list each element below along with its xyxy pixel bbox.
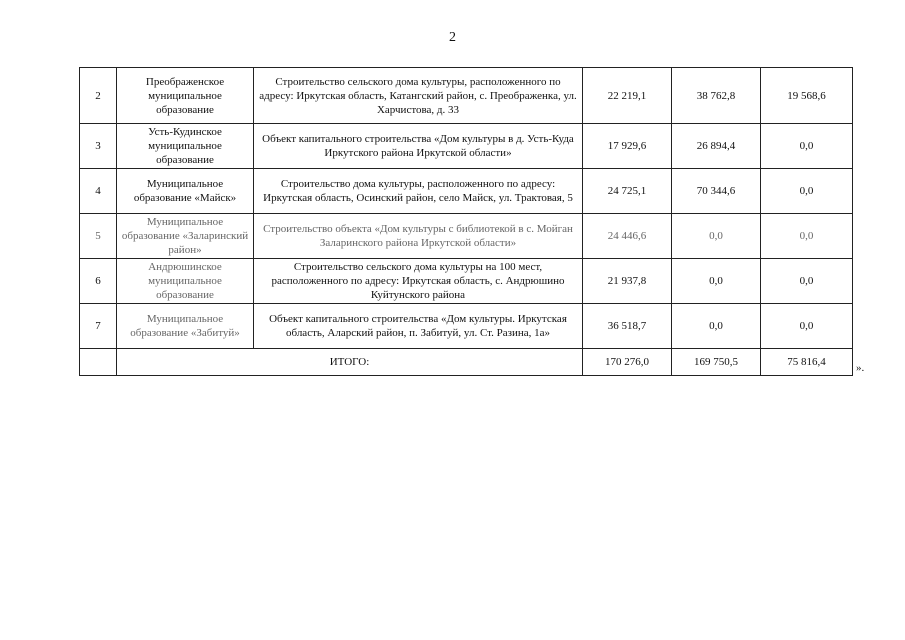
total-value-2: 169 750,5 — [672, 349, 761, 376]
object-cell: Строительство сельского дома культуры на 100 мест, расположенного по адресу: Иркутская область, с. Андрюшино Куйтунского района — [254, 259, 583, 304]
closing-quote-mark: ». — [856, 362, 865, 374]
table-row — [80, 214, 853, 259]
value-cell-1: 21 937,8 — [583, 259, 672, 304]
table-row — [80, 68, 853, 124]
value-cell-3: 0,0 — [761, 304, 853, 349]
value-cell-3: 0,0 — [761, 214, 853, 259]
page-number: 2 — [449, 30, 456, 45]
value-cell-3: 0,0 — [761, 124, 853, 169]
value-cell-3: 0,0 — [761, 259, 853, 304]
value-cell-2: 0,0 — [672, 214, 761, 259]
value-cell-3: 0,0 — [761, 169, 853, 214]
table-row — [80, 304, 853, 349]
municipality-cell: Андрюшинское муниципальное образование — [117, 259, 254, 304]
value-cell-2: 70 344,6 — [672, 169, 761, 214]
total-value-1: 170 276,0 — [583, 349, 672, 376]
value-cell-2: 38 762,8 — [672, 68, 761, 124]
table-row — [80, 259, 853, 304]
row-number: 2 — [80, 68, 117, 124]
total-empty-cell — [80, 349, 117, 376]
value-cell-1: 36 518,7 — [583, 304, 672, 349]
row-number: 4 — [80, 169, 117, 214]
value-cell-1: 24 725,1 — [583, 169, 672, 214]
row-number: 3 — [80, 124, 117, 169]
value-cell-2: 26 894,4 — [672, 124, 761, 169]
value-cell-2: 0,0 — [672, 259, 761, 304]
municipality-cell: Муниципальное образование «Забитуй» — [117, 304, 254, 349]
object-cell: Объект капитального строительства «Дом культуры в д. Усть-Куда Иркутского района Иркутской области» — [254, 124, 583, 169]
funding-table — [79, 67, 853, 376]
object-cell: Строительство сельского дома культуры, расположенного по адресу: Иркутская область, Катангский район, с. Преображенка, ул. Харчистова, д. 33 — [254, 68, 583, 124]
row-number: 7 — [80, 304, 117, 349]
value-cell-1: 17 929,6 — [583, 124, 672, 169]
value-cell-1: 24 446,6 — [583, 214, 672, 259]
municipality-cell: Усть-Кудинское муниципальное образование — [117, 124, 254, 169]
municipality-cell: Муниципальное образование «Заларинский район» — [117, 214, 254, 259]
value-cell-1: 22 219,1 — [583, 68, 672, 124]
object-cell: Строительство дома культуры, расположенного по адресу: Иркутская область, Осинский район, село Майск, ул. Трактовая, 5 — [254, 169, 583, 214]
object-cell: Объект капитального строительства «Дом культуры. Иркутская область, Аларский район, п. Забитуй, ул. Ст. Разина, 1а» — [254, 304, 583, 349]
total-row — [80, 349, 853, 376]
value-cell-3: 19 568,6 — [761, 68, 853, 124]
row-number: 5 — [80, 214, 117, 259]
total-label: ИТОГО: — [117, 349, 583, 376]
total-value-3: 75 816,4 — [761, 349, 853, 376]
municipality-cell: Преображенское муниципальное образование — [117, 68, 254, 124]
object-cell: Строительство объекта «Дом культуры с библиотекой в с. Мойган Заларинского района Иркутской области» — [254, 214, 583, 259]
row-number: 6 — [80, 259, 117, 304]
table-row — [80, 169, 853, 214]
table-row — [80, 124, 853, 169]
municipality-cell: Муниципальное образование «Майск» — [117, 169, 254, 214]
value-cell-2: 0,0 — [672, 304, 761, 349]
